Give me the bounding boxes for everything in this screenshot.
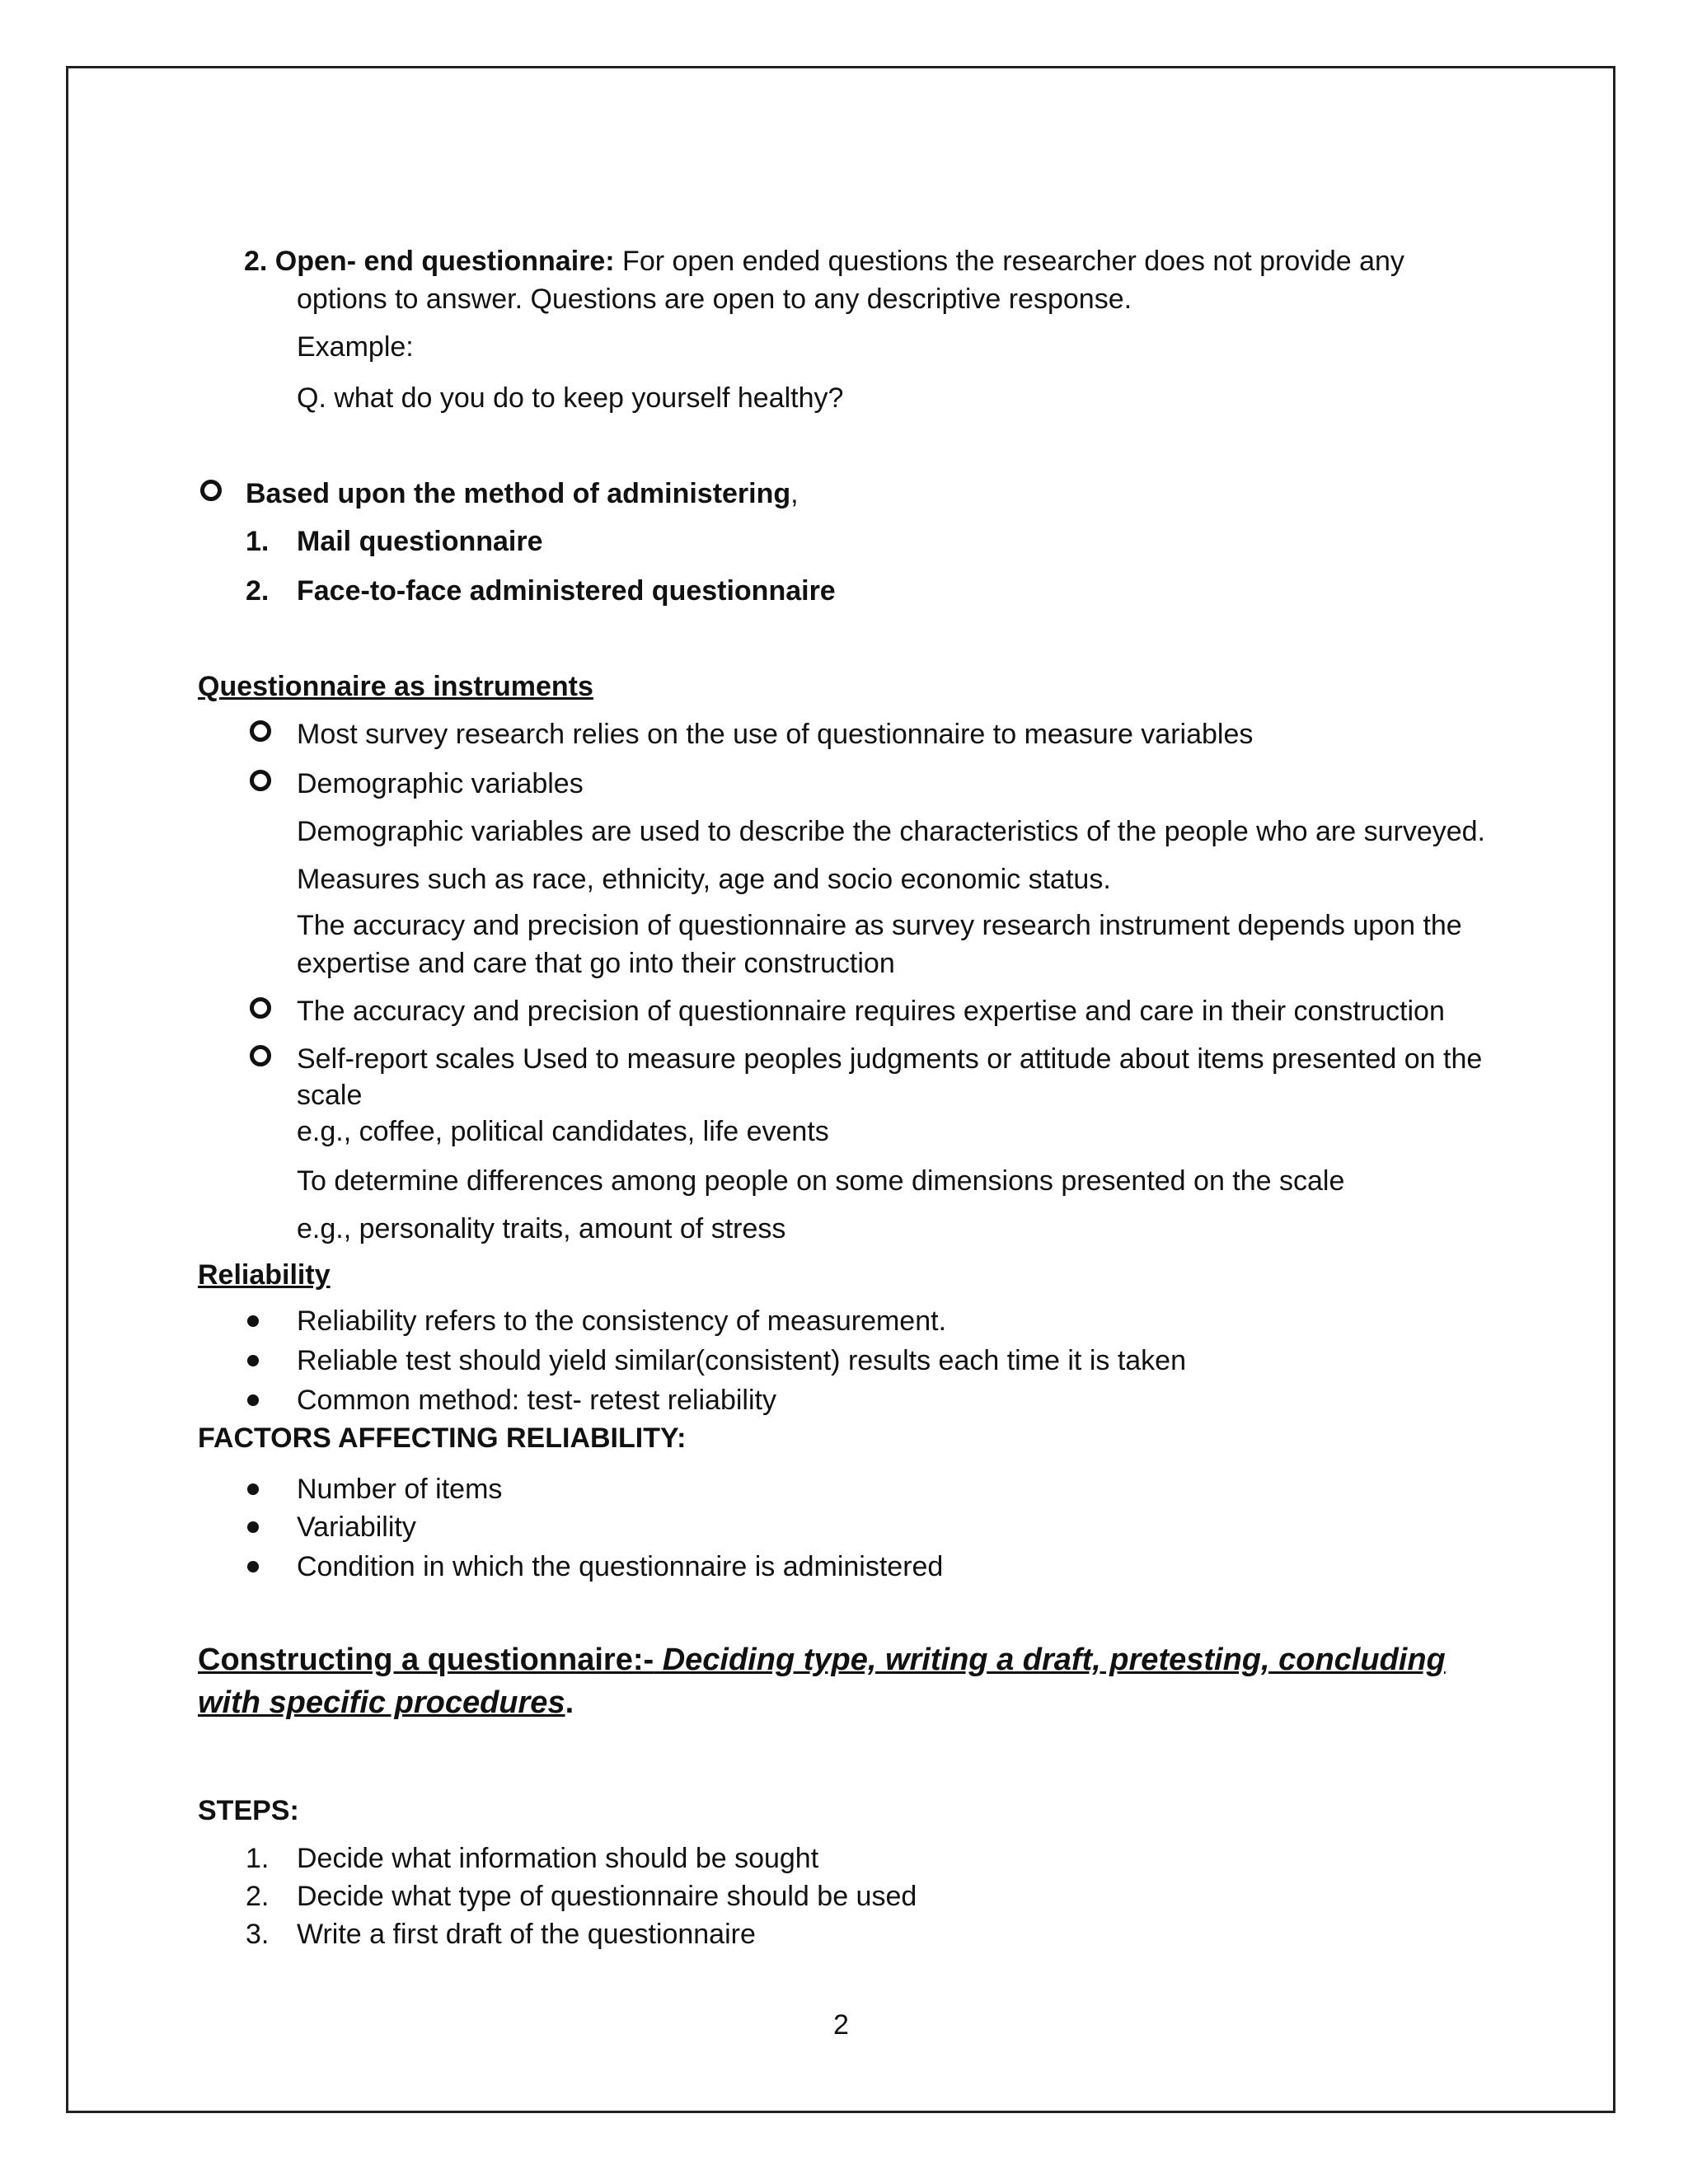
step-item: Write a first draft of the questionnaire [297, 1919, 756, 1950]
constructing-emphasis-2: with specific procedures [198, 1685, 565, 1720]
bullet-icon [247, 1315, 259, 1327]
step-number: 1. [246, 1843, 270, 1874]
bullet-icon [247, 1394, 259, 1406]
open-end-line [244, 244, 1404, 279]
instruments-bullet-4-example: e.g., coffee, political candidates, life events [297, 1116, 829, 1147]
hollow-bullet-icon [250, 720, 271, 742]
bullet-icon [247, 1483, 259, 1495]
hollow-bullet-icon [250, 770, 271, 791]
open-end-label: 2. Open- end questionnaire: [244, 246, 615, 277]
administering-comma: , [790, 478, 799, 509]
factors-heading: FACTORS AFFECTING RELIABILITY: [198, 1422, 687, 1454]
differences-para: To determine differences among people on some dimensions presented on the scale [297, 1165, 1345, 1197]
instruments-bullet-2: Demographic variables [297, 768, 584, 799]
demographic-measures: Measures such as race, ethnicity, age and socio economic status. [297, 864, 1111, 895]
face-to-face-questionnaire: Face-to-face administered questionnaire [297, 575, 836, 607]
example-question: Q. what do you do to keep yourself healthy? [297, 382, 844, 414]
factor-item: Number of items [297, 1474, 503, 1505]
accuracy-para-line-1: The accuracy and precision of questionnaire as survey research instrument depends upon the [297, 910, 1462, 941]
reliability-item: Common method: test- retest reliability [297, 1385, 776, 1416]
hollow-bullet-icon [250, 1045, 271, 1066]
accuracy-para-line-2: expertise and care that go into their construction [297, 948, 895, 979]
instruments-heading: Questionnaire as instruments [198, 671, 593, 702]
step-number: 3. [246, 1919, 270, 1950]
instruments-bullet-3: The accuracy and precision of questionnaire requires expertise and care in their construction [297, 996, 1445, 1027]
step-number: 2. [246, 1881, 270, 1912]
constructing-period: . [565, 1685, 574, 1720]
constructing-emphasis-1: Deciding type, writing a draft, pretesting, concluding [654, 1643, 1446, 1677]
instruments-bullet-1: Most survey research relies on the use of questionnaire to measure variables [297, 719, 1254, 750]
instruments-bullet-4-line-1: Self-report scales Used to measure peoples judgments or attitude about items presented on the [297, 1043, 1483, 1075]
list-number: 2. [246, 575, 270, 607]
steps-heading: STEPS: [198, 1795, 299, 1826]
open-end-cont: options to answer. Questions are open to any descriptive response. [297, 284, 1132, 315]
administering-heading: Based upon the method of administering [246, 478, 791, 509]
factor-item: Variability [297, 1511, 416, 1543]
bullet-icon [247, 1561, 259, 1572]
reliability-item: Reliable test should yield similar(consistent) results each time it is taken [297, 1345, 1187, 1376]
list-number: 1. [246, 526, 270, 557]
constructing-heading-line-1 [198, 1638, 1446, 1681]
constructing-heading-line-2 [198, 1681, 574, 1724]
example-label: Example: [297, 331, 414, 363]
reliability-heading: Reliability [198, 1259, 331, 1291]
constructing-heading: Constructing a questionnaire:- [198, 1643, 654, 1677]
open-end-text: For open ended questions the researcher does not provide any [614, 246, 1404, 277]
reliability-item: Reliability refers to the consistency of measurement. [297, 1305, 947, 1337]
instruments-bullet-4-line-2: scale [297, 1080, 363, 1111]
mail-questionnaire: Mail questionnaire [297, 526, 543, 557]
hollow-bullet-icon [200, 480, 222, 501]
demographic-desc: Demographic variables are used to describe the characteristics of the people who are surveyed. [297, 816, 1485, 847]
step-item: Decide what information should be sought [297, 1843, 819, 1874]
page-number: 2 [833, 2009, 849, 2041]
bullet-icon [247, 1355, 259, 1366]
step-item: Decide what type of questionnaire should be used [297, 1881, 917, 1912]
hollow-bullet-icon [250, 997, 271, 1019]
personality-example: e.g., personality traits, amount of stress [297, 1213, 786, 1244]
factor-item: Condition in which the questionnaire is administered [297, 1551, 944, 1582]
administering-heading-line [246, 476, 799, 511]
bullet-icon [247, 1521, 259, 1533]
